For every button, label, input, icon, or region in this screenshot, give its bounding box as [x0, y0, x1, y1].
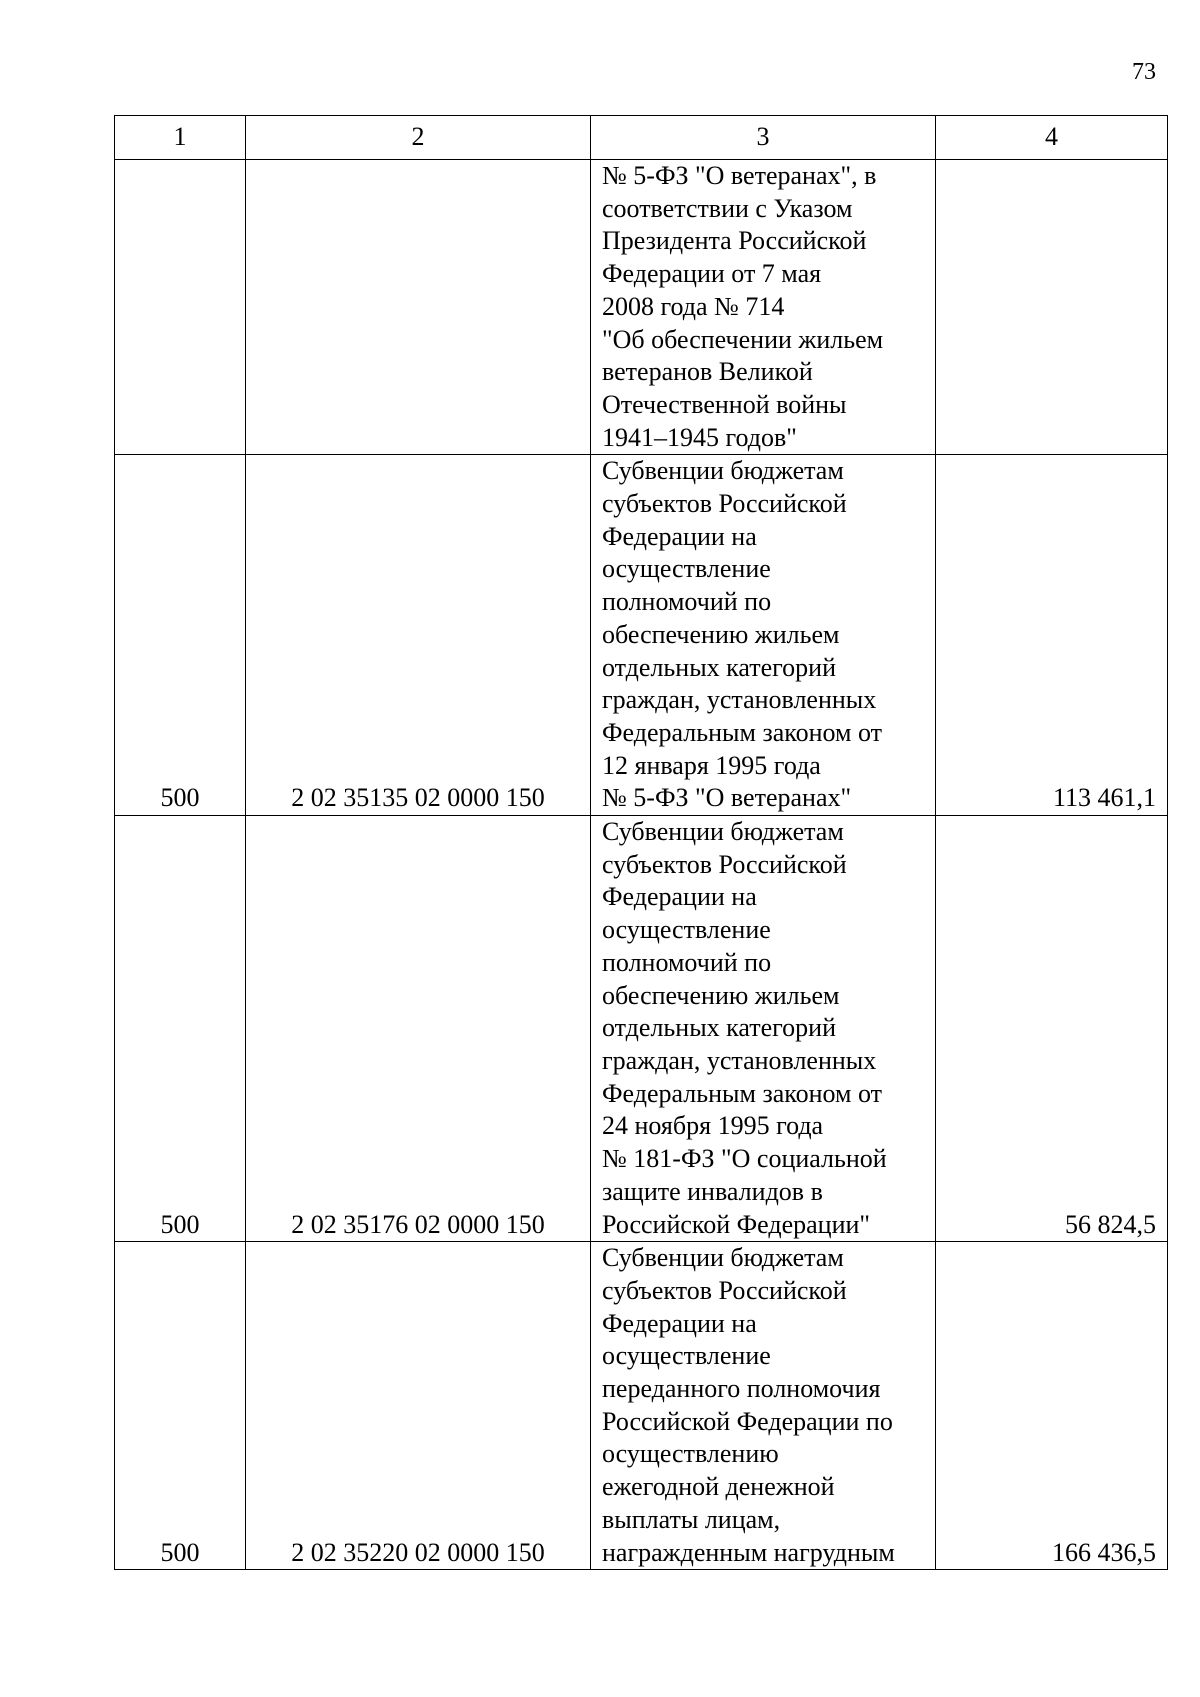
- revenue-name-line: субъектов Российской: [602, 1275, 847, 1305]
- revenue-name-line: выплаты лицам,: [602, 1504, 781, 1534]
- table-row: [115, 455, 1168, 816]
- revenue-name-line: осуществлению: [602, 1439, 779, 1469]
- revenue-name-line: Президента Российской: [602, 226, 867, 256]
- table-header-row: [115, 116, 1168, 160]
- revenue-name-line: переданного полномочия: [602, 1374, 881, 1404]
- revenue-name-line: ветеранов Великой: [602, 357, 813, 387]
- revenue-name-line: 2008 года № 714: [602, 291, 785, 321]
- revenue-name-line: осуществление: [602, 1341, 771, 1371]
- column-header-2: 2: [246, 116, 591, 160]
- amount-cell: 113 461,1: [936, 455, 1168, 816]
- revenue-name-line: граждан, установленных: [602, 1045, 877, 1075]
- revenue-name-line: награжденным нагрудным: [602, 1537, 895, 1567]
- admin-code-cell: 500: [115, 455, 246, 816]
- revenue-name-line: № 5-ФЗ "О ветеранах", в: [602, 161, 877, 190]
- revenue-name-line: Российской Федерации по: [602, 1406, 893, 1436]
- revenue-name-line: Субвенции бюджетам: [602, 456, 844, 486]
- revenue-name-line: № 181-ФЗ "О социальной: [602, 1144, 887, 1174]
- budget-code-cell: 2 02 35135 02 0000 150: [246, 455, 591, 816]
- revenue-name-line: защите инвалидов в: [602, 1176, 823, 1206]
- amount-cell: 56 824,5: [936, 816, 1168, 1242]
- budget-code-cell: 2 02 35176 02 0000 150: [246, 816, 591, 1242]
- revenue-name-line: Федеральным законом от: [602, 717, 882, 747]
- revenue-name-line: Субвенции бюджетам: [602, 817, 844, 847]
- revenue-name-line: Российской Федерации": [602, 1209, 871, 1239]
- revenue-name-line: обеспечению жильем: [602, 980, 840, 1010]
- table-row: [115, 816, 1168, 1242]
- revenue-name-line: соответствии с Указом: [602, 193, 853, 223]
- revenue-name-line: Федерации от 7 мая: [602, 259, 822, 289]
- budget-code-cell: [246, 160, 591, 455]
- revenue-name-line: осуществление: [602, 554, 771, 584]
- admin-code-cell: 500: [115, 816, 246, 1242]
- revenue-name-line: № 5-ФЗ "О ветеранах": [602, 783, 852, 813]
- revenue-name-line: обеспечению жильем: [602, 619, 840, 649]
- budget-code-cell: 2 02 35220 02 0000 150: [246, 1242, 591, 1570]
- table-row: [115, 1242, 1168, 1570]
- amount-cell: 166 436,5: [936, 1242, 1168, 1570]
- revenue-name-cell: [591, 816, 936, 1242]
- revenue-name-line: 1941–1945 годов": [602, 422, 797, 452]
- revenue-name-line: Федерации на: [602, 1308, 757, 1338]
- revenue-name-line: субъектов Российской: [602, 849, 847, 879]
- revenue-name-line: Федерации на: [602, 882, 757, 912]
- revenue-name-line: отдельных категорий: [602, 1013, 837, 1043]
- admin-code-cell: [115, 160, 246, 455]
- revenue-name-cell: [591, 455, 936, 816]
- admin-code-cell: 500: [115, 1242, 246, 1570]
- revenue-name-line: ежегодной денежной: [602, 1472, 835, 1502]
- revenue-name-cell: [591, 160, 936, 455]
- column-header-4: 4: [936, 116, 1168, 160]
- revenue-name-line: граждан, установленных: [602, 685, 877, 715]
- revenue-name-line: отдельных категорий: [602, 652, 837, 682]
- revenue-name-line: Федерации на: [602, 521, 757, 551]
- revenue-name-line: Федеральным законом от: [602, 1078, 882, 1108]
- column-header-1: 1: [115, 116, 246, 160]
- budget-table: [114, 115, 1168, 1570]
- revenue-name-line: 24 ноября 1995 года: [602, 1111, 824, 1141]
- page-number: 73: [1132, 59, 1156, 85]
- column-header-3: 3: [591, 116, 936, 160]
- revenue-name-cell: [591, 1242, 936, 1570]
- revenue-name-line: субъектов Российской: [602, 489, 847, 519]
- table-row: [115, 160, 1168, 455]
- revenue-name-line: 12 января 1995 года: [602, 750, 821, 780]
- revenue-name-line: Отечественной войны: [602, 389, 847, 419]
- amount-cell: [936, 160, 1168, 455]
- revenue-name-line: Субвенции бюджетам: [602, 1243, 844, 1273]
- revenue-name-line: "Об обеспечении жильем: [602, 324, 884, 354]
- revenue-name-line: полномочий по: [602, 947, 772, 977]
- revenue-name-line: полномочий по: [602, 587, 772, 617]
- revenue-name-line: осуществление: [602, 915, 771, 945]
